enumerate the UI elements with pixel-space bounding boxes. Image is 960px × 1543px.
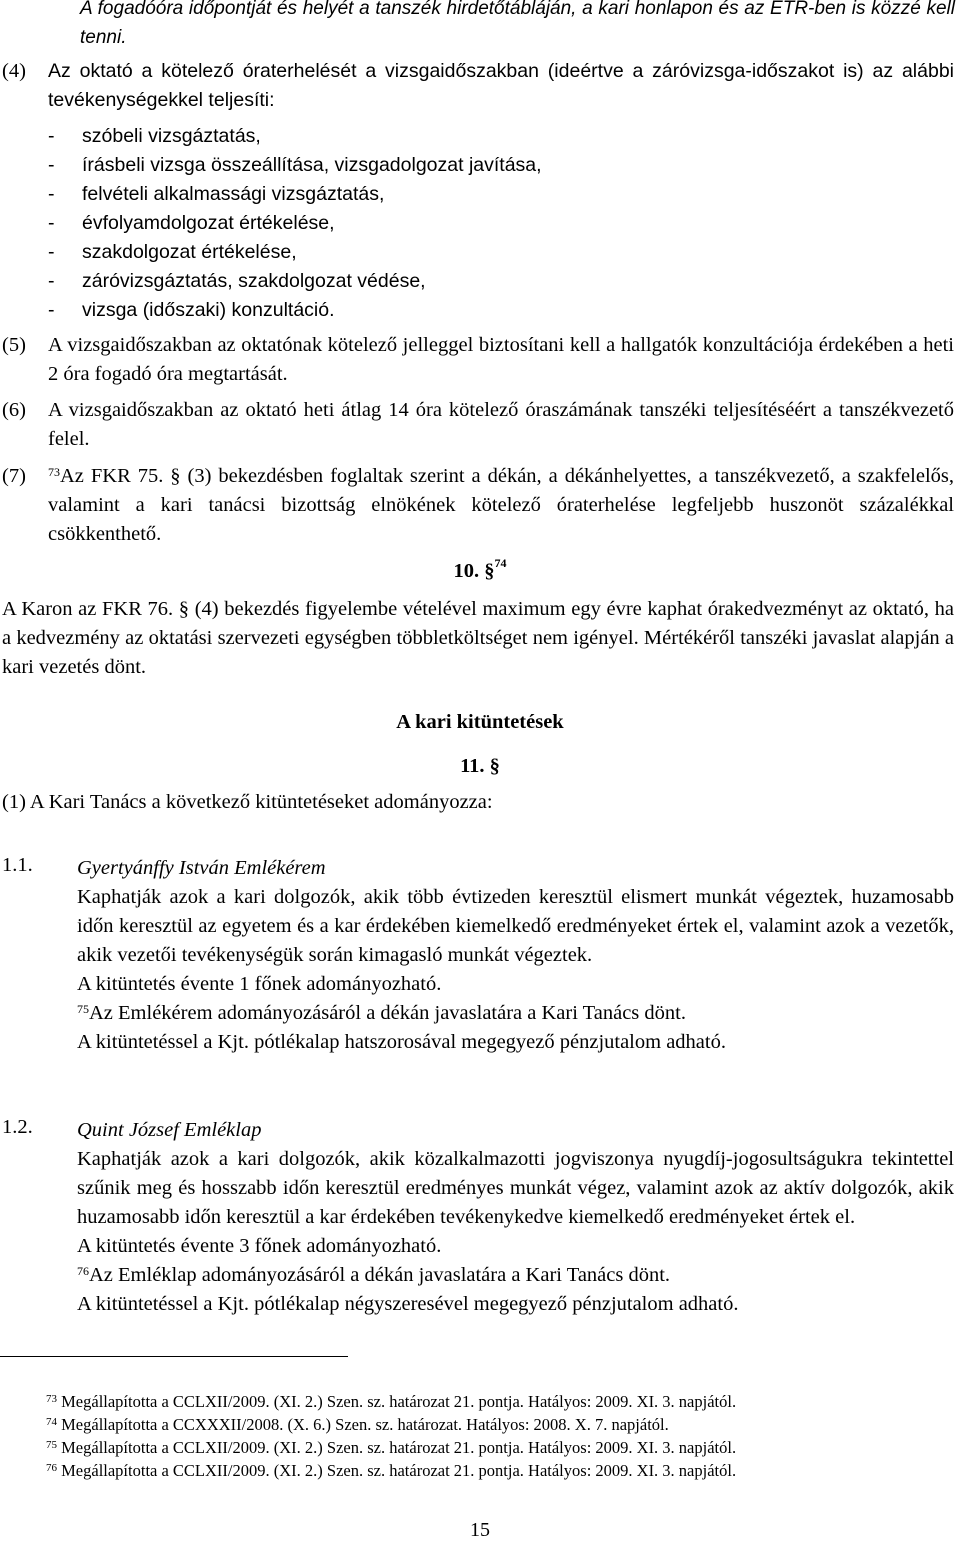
award-1-decision: $^{75}$Az Emlékérem adományozásáról a dékán javaslatára a Kari Tanács dönt. — [77, 1002, 686, 1024]
paragraph-5-text: A vizsgaidőszakban az oktatónak kötelező jelleggel biztosítani kell a hallgatók konzultációja érdekében a heti 2 óra fogadó óra megtartását. — [48, 334, 954, 385]
paragraph-7-text: $^{73}$Az FKR 75. § (3) bekezdésben foglaltak szerint a dékán, a dékánhelyettes, a tanszékvezető, a szakfelelős, valamint a kari tanácsi bizottság elnökének kötelező óraterhelése legfeljebb huszonöt százalékkal csökkenthető. — [48, 465, 954, 545]
awards-title: A kari kitüntetések — [396, 711, 564, 733]
footnote-75: $^{75}$ Megállapította a CCLXII/2009. (XI. 2.) Szen. sz. határozat 21. pontja. Hatályos: 2009. XI. 3. napjától. — [46, 1438, 737, 1457]
paragraph-6-text: A vizsgaidőszakban az oktató heti átlag 14 óra kötelező óraszámának tanszéki teljesítéséért a tanszékvezető felel. — [48, 399, 954, 450]
award-1-reward: A kitüntetéssel a Kjt. pótlékalap hatszorosával megegyező pénzjutalom adható. — [77, 1031, 726, 1053]
footnote-76: $^{76}$ Megállapította a CCLXII/2009. (XI. 2.) Szen. sz. határozat 21. pontja. Hatályos: 2009. XI. 3. napjától. — [46, 1461, 737, 1480]
award-1-number: 1.1. — [2, 854, 33, 876]
award-2-number: 1.2. — [2, 1116, 33, 1138]
footnote-ref-76: 76 — [77, 1264, 89, 1278]
paragraph-4-label: (4) — [2, 60, 26, 82]
award-2-block — [77, 1116, 954, 1319]
footnote-74: $^{74}$ Megállapította a CCXXXII/2008. (X. 6.) Szen. sz. határozat. Hatályos: 2008. X. 7. napjától. — [46, 1415, 669, 1434]
list-item: - szóbeli vizsgáztatás, — [48, 125, 261, 147]
footnote-73: $^{73}$ Megállapította a CCLXII/2009. (XI. 2.) Szen. sz. határozat 21. pontja. Hatályos: 2009. XI. 3. napjától. — [46, 1392, 737, 1411]
award-2-description: Kaphatják azok a kari dolgozók, akik közalkalmazotti jogviszonya nyugdíj-jogosultságukra tekintettel szűnik meg és hosszabb időn keresztül eredményes munkát végez, valamint azok az aktív dolgozók, akik huzamosabb időn keresztül a kar érdekében tevékenykedve kiemelkedő eredményeket értek el. — [77, 1148, 954, 1228]
section-10-text: A Karon az FKR 76. § (4) bekezdés figyelembe vételével maximum egy évre kaphat órakedvezményt az oktató, ha a kedvezmény az oktatási szervezeti egységben többletköltséget nem igényel. Mértékéről tanszéki javaslat alapján a kari vezetés dönt. — [2, 598, 954, 678]
paragraph-6-label: (6) — [2, 399, 26, 421]
award-2-quota: A kitüntetés évente 3 főnek adományozható. — [77, 1235, 442, 1257]
footnote-separator — [0, 1356, 348, 1357]
paragraph-4-text: Az oktató a kötelező óraterhelését a vizsgaidőszakban (ideértve a záróvizsga-időszakot is) az alábbi tevékenységekkel teljesíti: — [48, 60, 954, 111]
intro-paragraph: A fogadóóra időpontját és helyét a tanszék hirdetőtábláján, a kari honlapon és az ETR-ben is közzé kell tenni. — [80, 0, 955, 48]
footnote-ref-74: 74 — [494, 556, 507, 570]
section-11-paragraph-1: (1) A Kari Tanács a következő kitüntetéseket adományozza: — [2, 791, 493, 813]
paragraph-5-label: (5) — [2, 334, 26, 356]
footnote-ref-73: 73 — [48, 465, 60, 479]
award-2-title: Quint József Emléklap — [77, 1119, 262, 1141]
award-2-decision: $^{76}$Az Emléklap adományozásáról a dékán javaslatára a Kari Tanács dönt. — [77, 1264, 671, 1286]
award-1-title: Gyertyánffy István Emlékérem — [77, 857, 326, 879]
list-item: - írásbeli vizsga összeállítása, vizsgadolgozat javítása, — [48, 154, 542, 176]
page-number: 15 — [470, 1519, 490, 1541]
list-item: - évfolyamdolgozat értékelése, — [48, 212, 335, 234]
list-item: - szakdolgozat értékelése, — [48, 241, 297, 263]
award-1-description: Kaphatják azok a kari dolgozók, akik több évtizeden keresztül elismert munkát végeztek, huzamosabb időn keresztül az egyetem és a kar érdekében kiemelkedő eredményeket értek el, valamint azok a vezetők, akik vezetői tevékenységük során kimagasló munkát végeztek. — [77, 886, 954, 966]
award-1-block — [77, 854, 954, 1057]
paragraph-7-label: (7) — [2, 465, 26, 487]
award-2-reward: A kitüntetéssel a Kjt. pótlékalap négyszeresével megegyező pénzjutalom adható. — [77, 1293, 739, 1315]
activity-list — [48, 122, 542, 325]
list-item: - záróvizsgáztatás, szakdolgozat védése, — [48, 270, 426, 292]
list-item: - vizsga (időszaki) konzultáció. — [48, 299, 335, 321]
list-item: - felvételi alkalmassági vizsgáztatás, — [48, 183, 385, 205]
section-11-heading: 11. § — [460, 755, 500, 777]
section-10-heading: 10. §$^{74}$ — [453, 556, 507, 582]
footnote-ref-75: 75 — [77, 1002, 89, 1016]
award-1-quota: A kitüntetés évente 1 főnek adományozható. — [77, 973, 442, 995]
